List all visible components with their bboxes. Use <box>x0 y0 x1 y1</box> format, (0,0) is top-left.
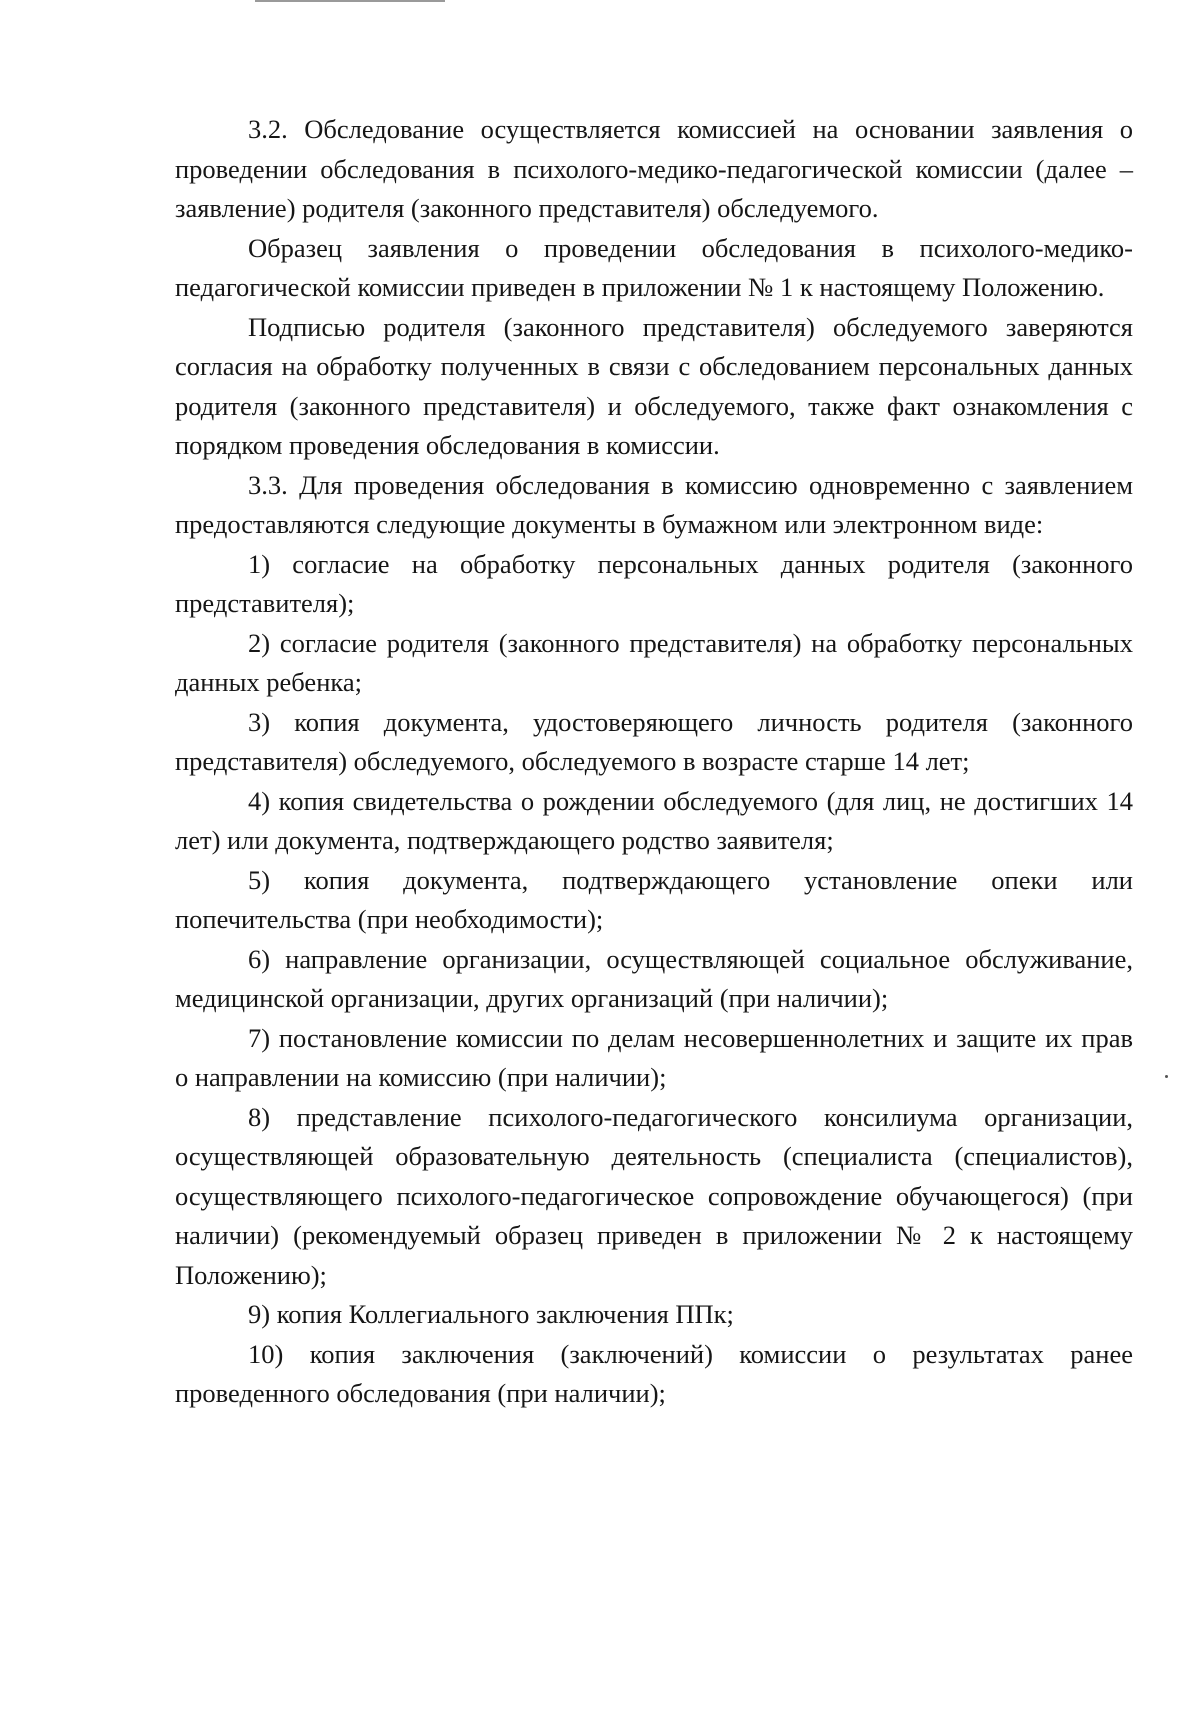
list-item-2: 2) согласие родителя (законного представителя) на обработку персональных данных ребенка; <box>175 627 1133 697</box>
list-item-10: 10) копия заключения (заключений) комиссии о результатах ранее проведенного обследования (при наличии); <box>175 1338 1133 1408</box>
paragraph-3-3: 3.3. Для проведения обследования в комиссию одновременно с заявлением предоставляются следующие документы в бумажном или электронном виде: <box>175 469 1133 539</box>
list-item-5: 5) копия документа, подтверждающего установление опеки или попечительства (при необходимости); <box>175 864 1133 934</box>
list-item-3: 3) копия документа, удостоверяющего личность родителя (законного представителя) обследуемого, обследуемого в возрасте старше 14 лет; <box>175 706 1133 776</box>
list-item-8: 8) представление психолого-педагогического консилиума организации, осуществляющей образовательную деятельность (специалиста (специалистов), осуществляющего психолого-педагогическое сопровождение обучающегося) (при наличии) (рекомендуемый образец приведен в приложении № 2 к настоящему Положению); <box>175 1101 1133 1290</box>
document-body <box>175 110 1133 1414</box>
scan-speck <box>1165 1075 1168 1078</box>
list-item-6: 6) направление организации, осуществляющей социальное обслуживание, медицинской организации, других организаций (при наличии); <box>175 943 1133 1013</box>
paragraph-sample-form: Образец заявления о проведении обследования в психолого-медико-педагогической комиссии приведен в приложении № 1 к настоящему Положению. <box>175 232 1133 302</box>
scan-top-rule <box>255 0 445 2</box>
list-item-4: 4) копия свидетельства о рождении обследуемого (для лиц, не достигших 14 лет) или документа, подтверждающего родство заявителя; <box>175 785 1133 855</box>
list-item-7: 7) постановление комиссии по делам несовершеннолетних и защите их прав о направлении на комиссию (при наличии); <box>175 1022 1133 1092</box>
list-item-1: 1) согласие на обработку персональных данных родителя (законного представителя); <box>175 548 1133 618</box>
paragraph-3-2: 3.2. Обследование осуществляется комиссией на основании заявления о проведении обследования в психолого-медико-педагогической комиссии (далее – заявление) родителя (законного представителя) обследуемого. <box>175 114 1133 223</box>
list-item-9: 9) копия Коллегиального заключения ППк; <box>248 1299 734 1329</box>
paragraph-signature-consent: Подписью родителя (законного представителя) обследуемого заверяются согласия на обработку полученных в связи с обследованием персональных данных родителя (законного представителя) и обследуемого, также факт ознакомления с порядком проведения обследования в комиссии. <box>175 311 1133 460</box>
